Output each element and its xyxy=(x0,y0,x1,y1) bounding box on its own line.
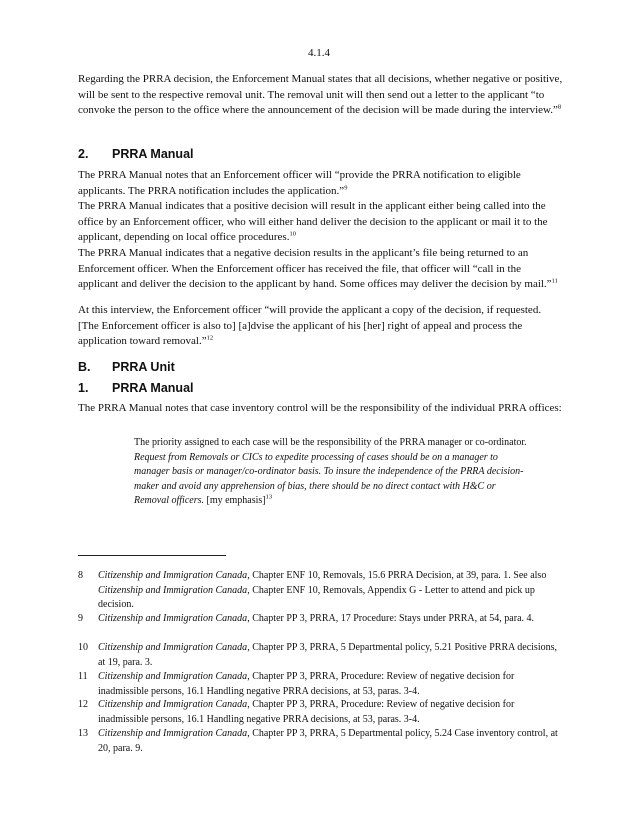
footnote-ref: 11 xyxy=(551,277,558,285)
paragraph-text: The PRRA Manual indicates that a positive decision will result in the applicant either being called into the office by an Enforcement officer, who will either hand deliver the decision to the applicant or mail it to the applicant, depending on local office procedures. xyxy=(78,200,548,243)
footnote-number: 8 xyxy=(78,570,83,581)
footnote-detail: , Chapter ENF 10, Removals, Appendix G - Letter to attend and pick up decision. xyxy=(98,584,535,610)
footnote-detail: , Chapter PP 3, PRRA, 17 Procedure: Stays under PRRA, at 54, para. 4. xyxy=(247,613,535,624)
paragraph-s2-1 xyxy=(78,168,563,199)
paragraph-b1: The PRRA Manual notes that case inventory control will be the responsibility of the individual PRRA offices: xyxy=(78,402,562,414)
footnote-source: Citizenship and Immigration Canada xyxy=(98,642,248,653)
footnote xyxy=(78,670,563,699)
footnote-source: Citizenship and Immigration Canada xyxy=(98,584,248,596)
footnote xyxy=(78,612,563,627)
section-title: PRRA Manual xyxy=(112,147,194,161)
footnote-text xyxy=(98,569,563,613)
footnote-divider xyxy=(78,555,226,556)
footnote-number: 9 xyxy=(78,613,83,624)
footnote-detail: , Chapter ENF 10, Removals, 15.6 PRRA Decision, at 39, para. 1. See also xyxy=(247,570,547,581)
footnote-text xyxy=(98,698,563,727)
footnote-source: Citizenship and Immigration Canada xyxy=(98,728,248,739)
paragraph-intro xyxy=(78,72,563,119)
footnote-source: Citizenship and Immigration Canada xyxy=(98,570,248,581)
footnote-detail: , Chapter PP 3, PRRA, Procedure: Review of negative decision for inadmissible persons, 16.1 Handling negative PRRA decisions, at 53, paras. 3-4. xyxy=(98,671,515,697)
footnote-text xyxy=(98,641,563,670)
section-number: B. xyxy=(78,360,91,374)
footnote-number: 11 xyxy=(78,671,88,682)
footnote-text xyxy=(98,612,563,627)
paragraph-text: At this interview, the Enforcement officer “will provide the applicant a copy of the decision, if requested. [The Enforcement officer is also to] [a]dvise the applicant of his [her] right of appeal and process the application toward removal.” xyxy=(78,304,542,347)
footnote-text xyxy=(98,727,563,756)
section-heading-2 xyxy=(78,147,194,161)
footnote-number: 10 xyxy=(78,642,88,653)
paragraph-intro-text: Regarding the PRRA decision, the Enforcement Manual states that all decisions, whether negative or positive, will be sent to the respective removal unit. The removal unit will then send out a letter to the applicant “to convoke the person to the office where the announcement of the decision will be made during the interview.” xyxy=(78,73,563,116)
quote-tail: [my emphasis] xyxy=(203,495,266,506)
footnote-source: Citizenship and Immigration Canada xyxy=(98,699,248,710)
footnote-source: Citizenship and Immigration Canada xyxy=(98,613,248,624)
section-title: PRRA Manual xyxy=(112,381,194,395)
footnote-ref: 12 xyxy=(206,334,214,342)
footnote-detail: , Chapter PP 3, PRRA, Procedure: Review of negative decision for inadmissible persons, 16.1 Handling negative PRRA decisions, at 53, paras. 3-4. xyxy=(98,699,515,725)
footnote-number: 12 xyxy=(78,699,88,710)
footnote xyxy=(78,698,563,727)
paragraph-text: The PRRA Manual notes that an Enforcement officer will “provide the PRRA notification to eligible applicants. The PRRA notification includes the application.” xyxy=(78,169,521,197)
footnote xyxy=(78,569,563,613)
block-quote xyxy=(134,436,529,509)
paragraph-s2-3 xyxy=(78,246,563,293)
paragraph-text: The PRRA Manual indicates that a negative decision results in the applicant’s file being returned to an Enforcement officer. When the Enforcement officer has received the file, that officer will “call in the applicant and deliver the decision to the applicant by hand. Some offices may deliver the decision by mail.” xyxy=(78,247,552,290)
section-heading-1 xyxy=(78,381,194,395)
footnote xyxy=(78,727,563,756)
footnote-ref: 13 xyxy=(265,493,273,501)
section-number: 1. xyxy=(78,381,89,395)
footnote-detail: , Chapter PP 3, PRRA, 5 Departmental policy, 5.21 Positive PRRA decisions, at 19, para. 3. xyxy=(98,642,557,668)
page-number: 4.1.4 xyxy=(308,47,330,59)
footnote-ref: 10 xyxy=(289,230,296,238)
footnote-text xyxy=(98,670,563,699)
quote-plain: The priority assigned to each case will be the responsibility of the PRRA manager or co-ordinator. xyxy=(134,437,527,448)
footnote-source: Citizenship and Immigration Canada xyxy=(98,671,248,682)
paragraph-s2-4 xyxy=(78,303,563,350)
footnote-number: 13 xyxy=(78,728,88,739)
quote-emphasis: Request from Removals or CICs to expedite processing of cases should be on a manager to manager basis or manager/co-ordinator basis. To insure the independence of the PRRA decision-maker and avoid any apprehension of bias, there should be no direct contact with H&C or Removal officers. xyxy=(134,451,524,506)
footnote-ref: 9 xyxy=(344,183,348,191)
section-title: PRRA Unit xyxy=(112,360,175,374)
section-number: 2. xyxy=(78,147,89,161)
footnote-ref: 8 xyxy=(557,103,562,111)
footnote-detail: , Chapter PP 3, PRRA, 5 Departmental policy, 5.24 Case inventory control, at 20, para. 9. xyxy=(98,728,558,754)
section-heading-b xyxy=(78,360,175,374)
paragraph-s2-2 xyxy=(78,199,563,246)
footnote xyxy=(78,641,563,670)
